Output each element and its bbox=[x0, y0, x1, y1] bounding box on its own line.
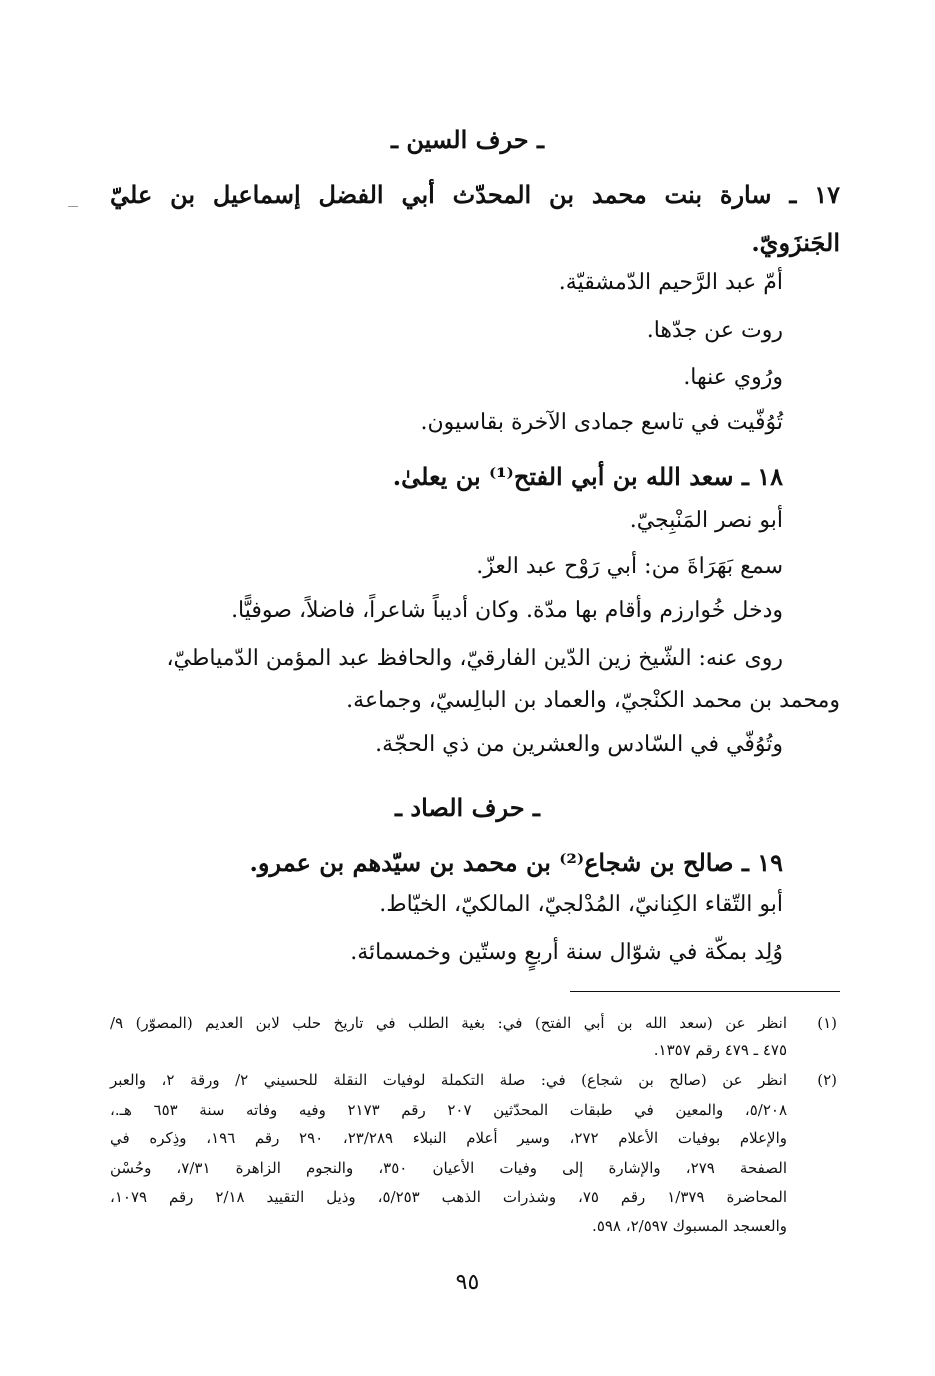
entry-17-line-1: أمّ عبد الرَّحيم الدّمشقيّة. bbox=[558, 270, 783, 295]
footnote-1-line-2: ٤٧٥ ـ ٤٧٩ رقم ١٣٥٧. bbox=[653, 1041, 787, 1059]
entry-19-title: ١٩ ـ صالح بن شجاع⁽²⁾ بن محمد بن سيّدهم بن عمرو. bbox=[249, 848, 783, 877]
entry-18-line-5: ومحمد بن محمد الكنْجيّ، والعماد بن البالِسيّ، وجماعة. bbox=[346, 688, 840, 713]
entry-19-line-2: وُلِد بمكّة في شوّال سنة أربعٍ وستّين وخمسمائة. bbox=[350, 940, 783, 965]
entry-18-line-2: سمع بَهَرَاةَ من: أبي رَوْح عبد العزّ. bbox=[476, 554, 783, 579]
entry-18-line-4: روى عنه: الشّيخ زين الدّين الفارقيّ، والحافظ عبد المؤمن الدّمياطيّ، bbox=[166, 646, 783, 671]
footnote-2-line-5: المحاضرة ١/٣٧٩ رقم ٧٥، وشذرات الذهب ٥/٢٥٣، وذيل التقييد ٢/١٨ رقم ١٠٧٩، bbox=[110, 1188, 787, 1206]
entry-18-line-6: وتُوُفّي في السّادس والعشرين من ذي الحجّة. bbox=[375, 732, 783, 757]
footnote-2-line-6: والعسجد المسبوك ٢/٥٩٧، ٥٩٨. bbox=[592, 1217, 787, 1235]
entry-17-line-2: روت عن جدّها. bbox=[646, 318, 783, 343]
page-number: ٩٥ bbox=[455, 1270, 480, 1295]
entry-19-line-1: أبو التّقاء الكِنانيّ، المُدْلجيّ، المالكيّ، الخيّاط. bbox=[379, 892, 783, 917]
margin-mark bbox=[68, 206, 78, 207]
entry-18-line-1: أبو نصر المَنْبِجيّ. bbox=[629, 508, 783, 533]
footnote-separator bbox=[570, 991, 840, 992]
section-heading-sin: ـ حرف السين ـ bbox=[391, 125, 544, 154]
section-heading-sad: ـ حرف الصاد ـ bbox=[395, 793, 540, 822]
footnote-1-number: (١) bbox=[817, 1014, 837, 1032]
entry-18-title: ١٨ ـ سعد الله بن أبي الفتح⁽¹⁾ بن يعلىٰ. bbox=[392, 462, 783, 491]
footnote-2-line-1: انظر عن (صالح بن شجاع) في: صلة التكملة لوفيات النقلة للحسيني ٢/ ورقة ٢، والعبر bbox=[110, 1071, 787, 1089]
entry-17-line-4: تُوُفّيت في تاسع جمادى الآخرة بقاسيون. bbox=[420, 410, 783, 435]
entry-17-title-line-2: الجَنزَويّ. bbox=[751, 228, 840, 257]
footnote-2-number: (٢) bbox=[817, 1071, 837, 1089]
entry-17-title-line-1: ١٧ ـ سارة بنت محمد بن المحدّث أبي الفضل إسماعيل بن عليّ bbox=[110, 180, 840, 209]
footnote-2-line-2: ٥/٢٠٨، والمعين في طبقات المحدّثين ٢٠٧ رقم ٢١٧٣ وفيه وفاته سنة ٦٥٣ هـ.، bbox=[110, 1101, 787, 1119]
footnote-1-line-1: انظر عن (سعد الله بن أبي الفتح) في: بغية الطلب في تاريخ حلب لابن العديم (المصوّر) ٩/ bbox=[110, 1014, 787, 1032]
footnote-2-line-4: الصفحة ٢٧٩، والإشارة إلى وفيات الأعيان ٣٥٠، والنجوم الزاهرة ٧/٣١، وحُسْن bbox=[110, 1159, 787, 1177]
entry-17-line-3: ورُوي عنها. bbox=[683, 365, 783, 390]
entry-18-line-3: ودخل خُوارزم وأقام بها مدّة. وكان أديباً شاعراً، فاضلاً، صوفيًّا. bbox=[231, 598, 783, 623]
footnote-2-line-3: والإعلام بوفيات الأعلام ٢٧٢، وسير أعلام النبلاء ٢٣/٢٨٩، ٢٩٠ رقم ١٩٦، وذِكره في bbox=[110, 1129, 787, 1147]
